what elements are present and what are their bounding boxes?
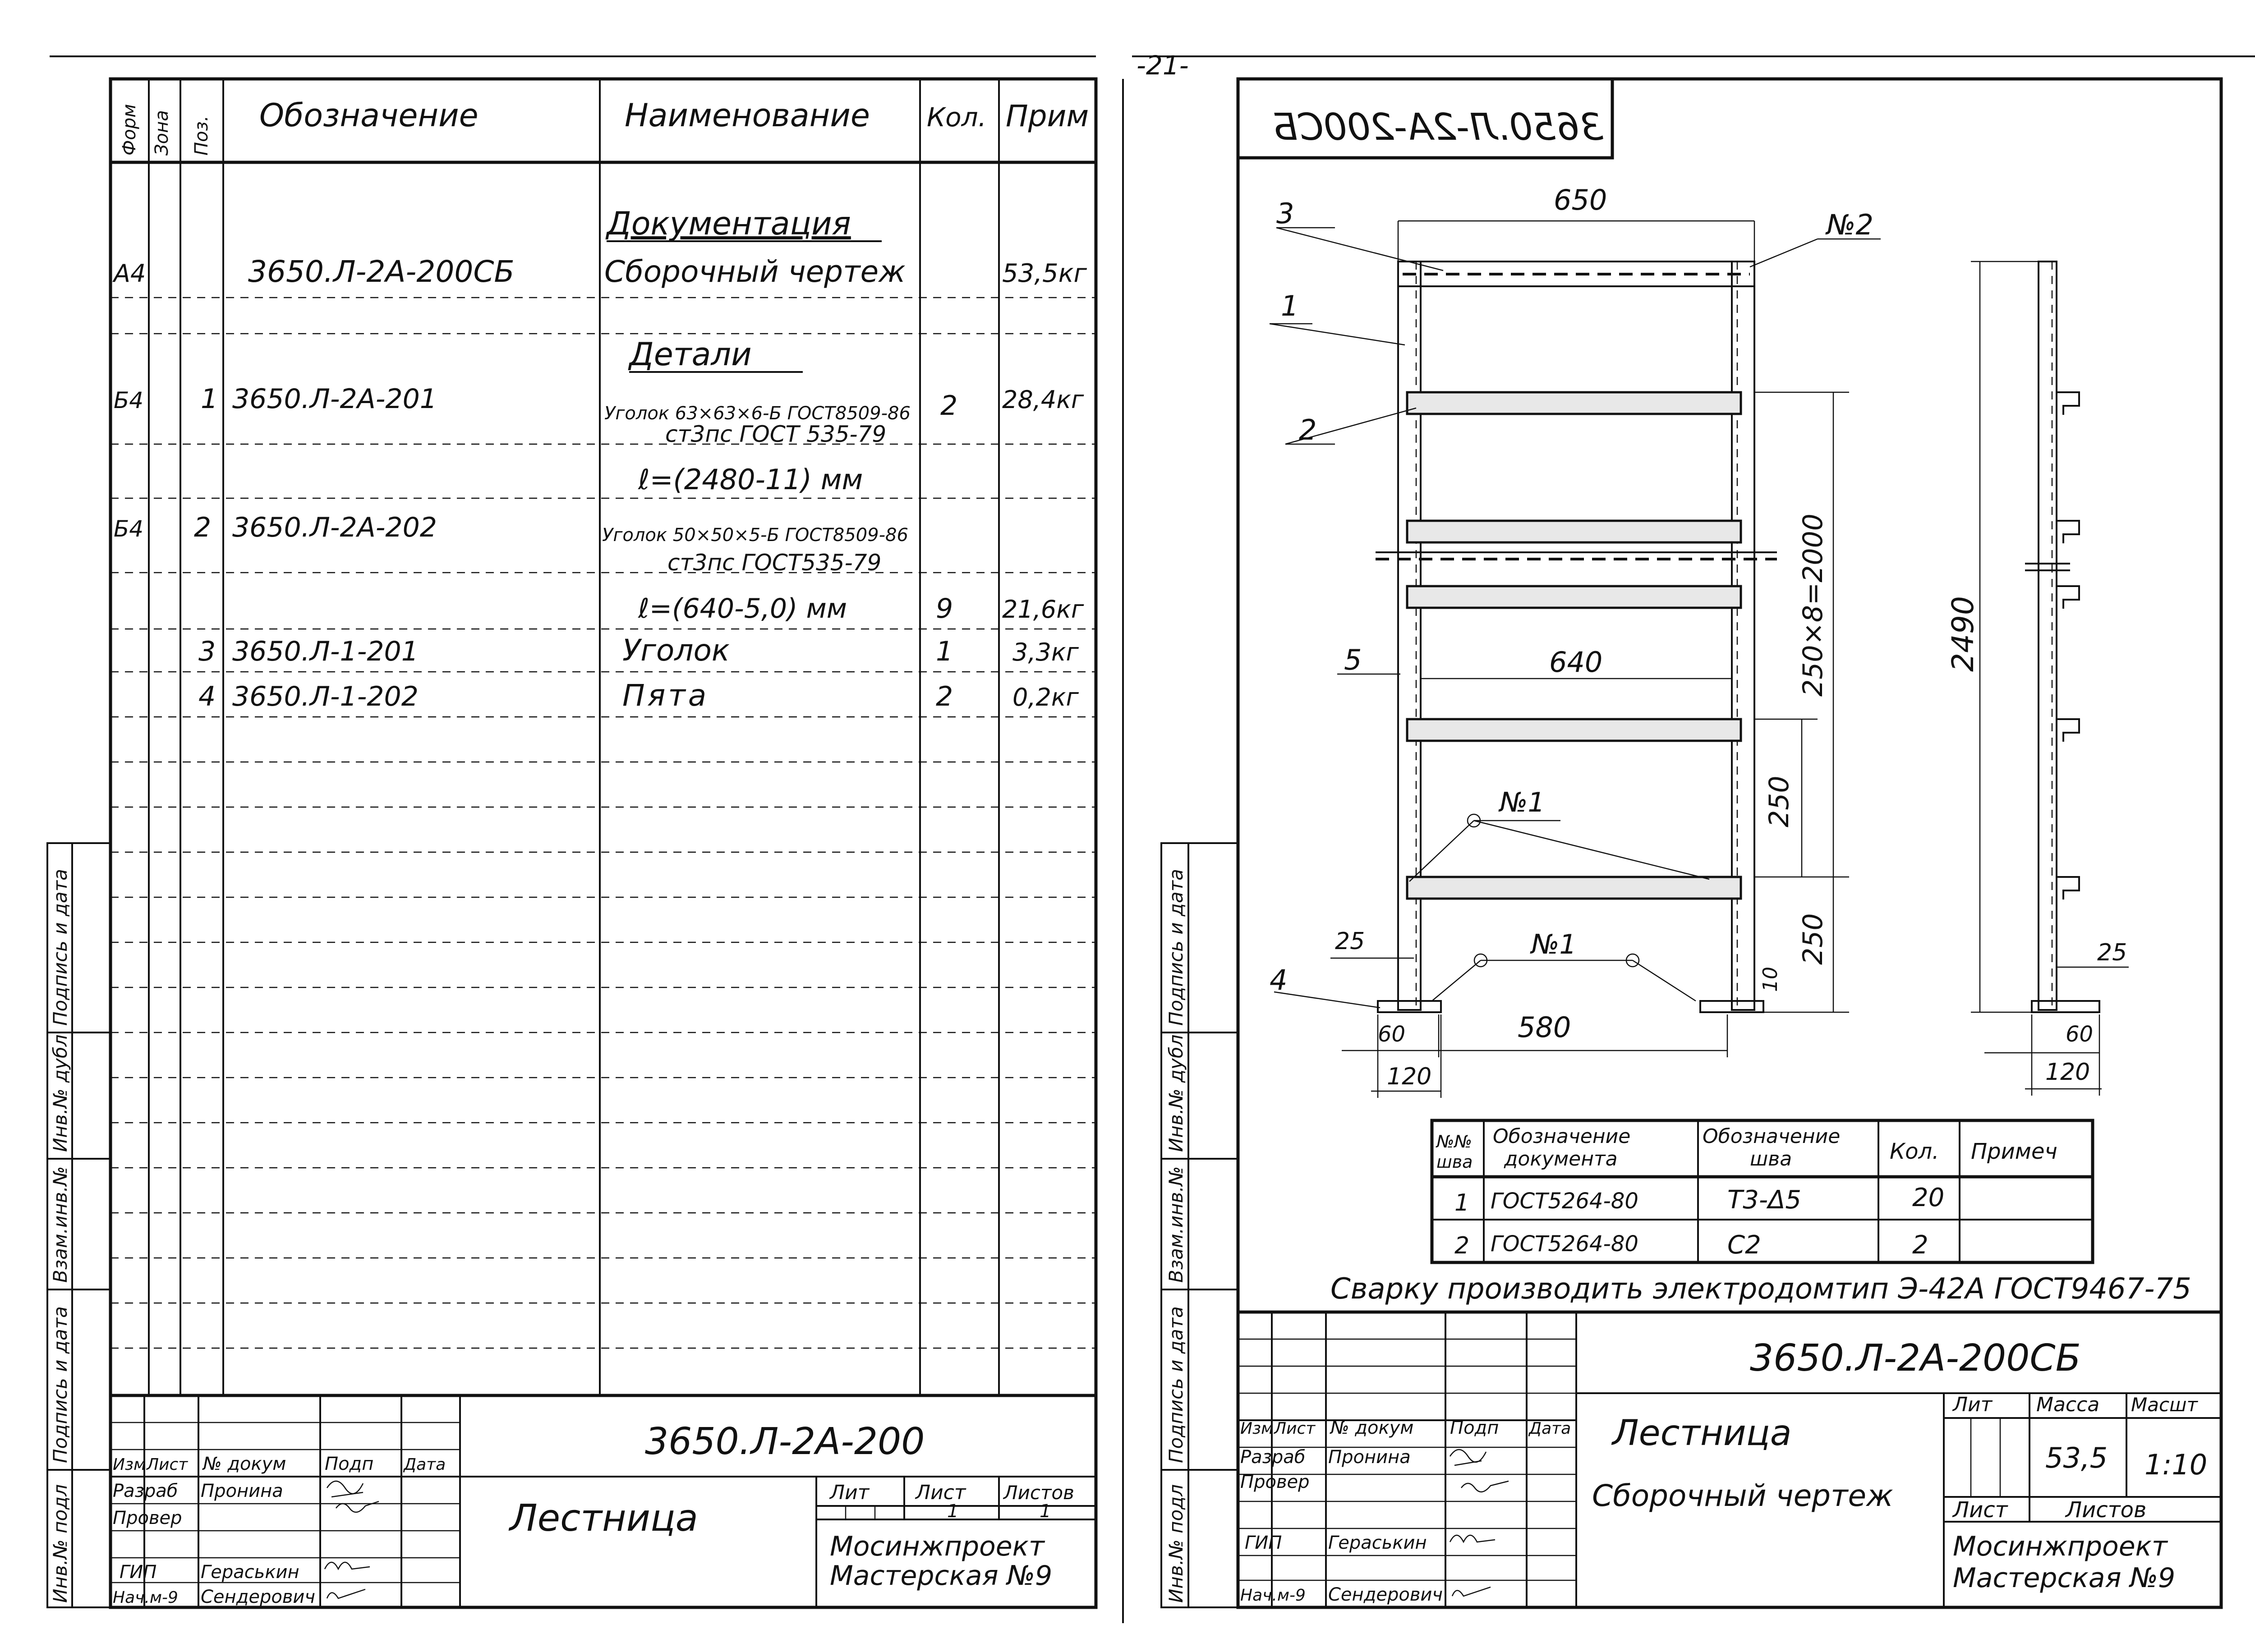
tb-col: Подп [325,1454,374,1474]
row-note: 53,5кг [1002,259,1087,288]
tb-role: Провер [113,1508,182,1528]
weld-cell: 2 [1454,1232,1470,1259]
tb-col: Лист [1274,1419,1316,1438]
row-name-line3: ℓ=(2480-11) мм [638,463,863,496]
callout-3: 3 [1276,197,1294,230]
tb-org: Мастерская №9 [830,1560,1053,1592]
tb-col: Дата [404,1455,446,1474]
strip-label: Подпись и дата [1165,1306,1187,1463]
weld-header: Обозначение [1703,1125,1841,1148]
weld-cell: С2 [1727,1230,1761,1260]
ladder-front-view [1270,184,1881,1098]
strip-label: Инв.№ дубл [49,1034,71,1152]
signature [1461,1481,1509,1492]
tb-person: Сендерович [201,1587,316,1607]
tb-sheets-label: Листов [2066,1497,2147,1523]
tb-sheet: 1 [947,1501,959,1522]
dim-25-right: 25 [2097,939,2127,966]
strip-label: Инв.№ подл [1165,1484,1187,1603]
weld-table [1330,1120,2191,1306]
row-format: Б4 [114,387,144,413]
row-designation: 3650.Л-1-201 [232,636,419,667]
row-position: 3 [198,636,216,667]
signature [336,1501,379,1512]
weld-header: шва [1750,1147,1792,1170]
header-note: Прим [1006,99,1089,133]
tb-col: Изм [1240,1419,1274,1438]
row-designation: 3650.Л-2А-200СБ [248,254,515,289]
row-qty: 9 [936,593,953,624]
tb-col: Лист [147,1455,188,1474]
rung [1407,392,1741,414]
dim-25-left: 25 [1335,928,1365,955]
spec-code: 3650.Л-2А-200 [645,1420,925,1463]
header-position: Поз. [191,115,212,156]
dim-120-right: 120 [2045,1059,2090,1086]
row-note: 3,3кг [1012,638,1079,666]
weld-header: шва [1436,1152,1473,1172]
tb-role: ГИП [120,1562,157,1583]
row-designation: 3650.Л-1-202 [232,681,419,712]
main-title: Лестница [1612,1413,1792,1454]
tb-person: Пронина [1328,1447,1411,1468]
weld-cell: Т3-Δ5 [1727,1185,1801,1215]
weld-cell: ГОСТ5264-80 [1491,1189,1638,1214]
tb-role: ГИП [1245,1533,1282,1553]
dim-580: 580 [1518,1011,1571,1044]
row-qty: 2 [940,390,958,422]
assembly-sheet [1161,79,2221,1607]
callout-5: 5 [1344,643,1362,676]
tb-role: Нач.м-9 [1240,1586,1306,1605]
tb-person: Гераськин [201,1562,299,1583]
strip-label: Взам.инв.№ [1165,1166,1187,1283]
tb-org: Мосинжпроект [830,1531,1045,1562]
row-format: Б4 [114,516,144,542]
tb-col: № докум [1330,1418,1414,1438]
tb-mass-label: Масса [2036,1393,2100,1416]
callout-4: 4 [1270,964,1288,996]
row-name: Уголок [622,633,730,668]
weld-cell: 1 [1454,1189,1470,1216]
strip-label: Подпись и дата [49,1306,71,1463]
tb-col: Изм [113,1455,146,1474]
tb-lit-label: Лит [830,1481,870,1504]
header-format: Форм [119,104,140,156]
tb-org: Мастерская №9 [1953,1562,2176,1594]
weld-header: документа [1504,1147,1618,1170]
strip-label: Взам.инв.№ [49,1166,71,1283]
weld-note: Сварку производить электродомтип Э-42А ГОСТ9467-75 [1330,1272,2191,1306]
dim-2490: 2490 [1946,596,1980,672]
row-note: 21,6кг [1002,595,1084,624]
header-designation: Обозначение [259,97,479,134]
mirrored-stamp: 3650.Л-2А-200СБ [1272,106,1603,149]
strip-label: Инв.№ дубл [1165,1034,1187,1152]
strip-label: Подпись и дата [49,869,71,1026]
tb-person: Гераськин [1328,1533,1427,1553]
signature [1450,1450,1486,1465]
main-code: 3650.Л-2А-200СБ [1750,1337,2081,1380]
callout-weld-1b: №1 [1531,929,1577,960]
main-title-block [1238,1312,2221,1607]
callout-weld-1: №1 [1500,787,1545,818]
header-qty: Кол. [927,102,987,133]
strip-label: Подпись и дата [1165,869,1187,1026]
row-name: Сборочный чертеж [604,254,906,289]
weld-cell: 20 [1912,1183,1945,1212]
row-name: Уголок 50×50×5-Б ГОСТ8509-86 [602,525,908,546]
tb-sheets: 1 [1040,1501,1051,1522]
row-name-line2: ст3пс ГОСТ535-79 [667,550,882,576]
tb-person: Пронина [201,1481,283,1501]
binding-strip-right [1161,843,1238,1607]
rung [1407,719,1741,741]
section-documentation: Документация [607,205,851,242]
spec-title: Лестница [510,1497,698,1540]
signature [327,1589,365,1598]
strip-label: Инв.№ подл [49,1484,71,1603]
signature [1452,1587,1491,1596]
header-name: Наименование [625,97,870,134]
tb-scale-label: Масшт [2131,1394,2198,1416]
row-note: 28,4кг [1002,385,1084,414]
tb-col: Подп [1450,1418,1499,1438]
ladder-side-view [1946,262,2129,1096]
main-subtitle: Сборочный чертеж [1592,1478,1893,1513]
signature [325,1562,370,1569]
tb-person: Сендерович [1328,1584,1443,1605]
tb-col: № докум [203,1454,286,1474]
signature [327,1481,363,1497]
weld-cell: ГОСТ5264-80 [1491,1231,1638,1257]
dim-step-pitch: 250×8=2000 [1797,514,1829,697]
row-designation: 3650.Л-2А-201 [232,383,437,415]
row-qty: 2 [936,681,953,712]
tb-col: Дата [1529,1419,1571,1438]
rung [1407,521,1741,542]
tb-role: Нач.м-9 [113,1588,178,1607]
tb-lit-label: Лит [1953,1393,1993,1416]
spec-row [198,678,1079,713]
tb-scale: 1:10 [2145,1448,2208,1481]
header-zone: Зона [152,110,172,156]
spec-row [198,633,1079,668]
binding-strip-left [47,843,110,1607]
dim-250-a: 250 [1763,776,1795,827]
row-name: Пята [622,678,709,713]
dim-640: 640 [1549,646,1603,679]
specification-sheet [47,79,1096,1607]
callout-weld-2: №2 [1827,208,1873,241]
row-position: 2 [194,512,212,543]
rung [1407,877,1741,899]
tb-org: Мосинжпроект [1953,1531,2168,1562]
row-qty: 1 [936,636,953,667]
spec-row [114,512,1084,624]
page-number: -21- [1137,50,1189,81]
tb-role: Разраб [113,1481,178,1501]
rung [1407,586,1741,608]
row-name: Уголок 63×63×6-Б ГОСТ8509-86 [604,403,911,424]
row-note: 0,2кг [1012,683,1079,711]
callout-1: 1 [1281,289,1299,322]
spec-row [114,383,1084,496]
weld-header: Обозначение [1493,1125,1631,1148]
dim-60-left: 60 [1378,1022,1406,1047]
dim-10: 10 [1759,967,1782,992]
row-format: А4 [114,259,146,288]
tb-sheet-label: Лист [916,1481,966,1504]
callout-2: 2 [1299,413,1317,446]
row-name-line3: ℓ=(640-5,0) мм [638,593,847,624]
tb-sheet-label: Лист [1953,1497,2008,1523]
dim-650: 650 [1554,184,1607,216]
weld-header: Примеч [1971,1139,2057,1164]
weld-header: №№ [1436,1132,1473,1152]
tb-role: Разраб [1240,1447,1306,1468]
signature [1450,1535,1495,1542]
dim-60-right: 60 [2066,1022,2094,1047]
weld-header: Кол. [1890,1139,1939,1164]
section-parts: Детали [629,336,752,373]
row-name-line2: ст3пс ГОСТ 535-79 [665,421,887,447]
tb-role: Провер [1240,1472,1310,1492]
row-position: 4 [198,681,216,712]
tb-sheets-label: Листов [1003,1482,1074,1504]
spec-title-block [110,1395,1096,1607]
tb-mass: 53,5 [2045,1441,2108,1474]
dim-250-b: 250 [1797,913,1829,965]
weld-cell: 2 [1912,1230,1928,1260]
row-position: 1 [201,383,218,415]
row-designation: 3650.Л-2А-202 [232,512,437,543]
dim-120-left: 120 [1387,1063,1432,1090]
